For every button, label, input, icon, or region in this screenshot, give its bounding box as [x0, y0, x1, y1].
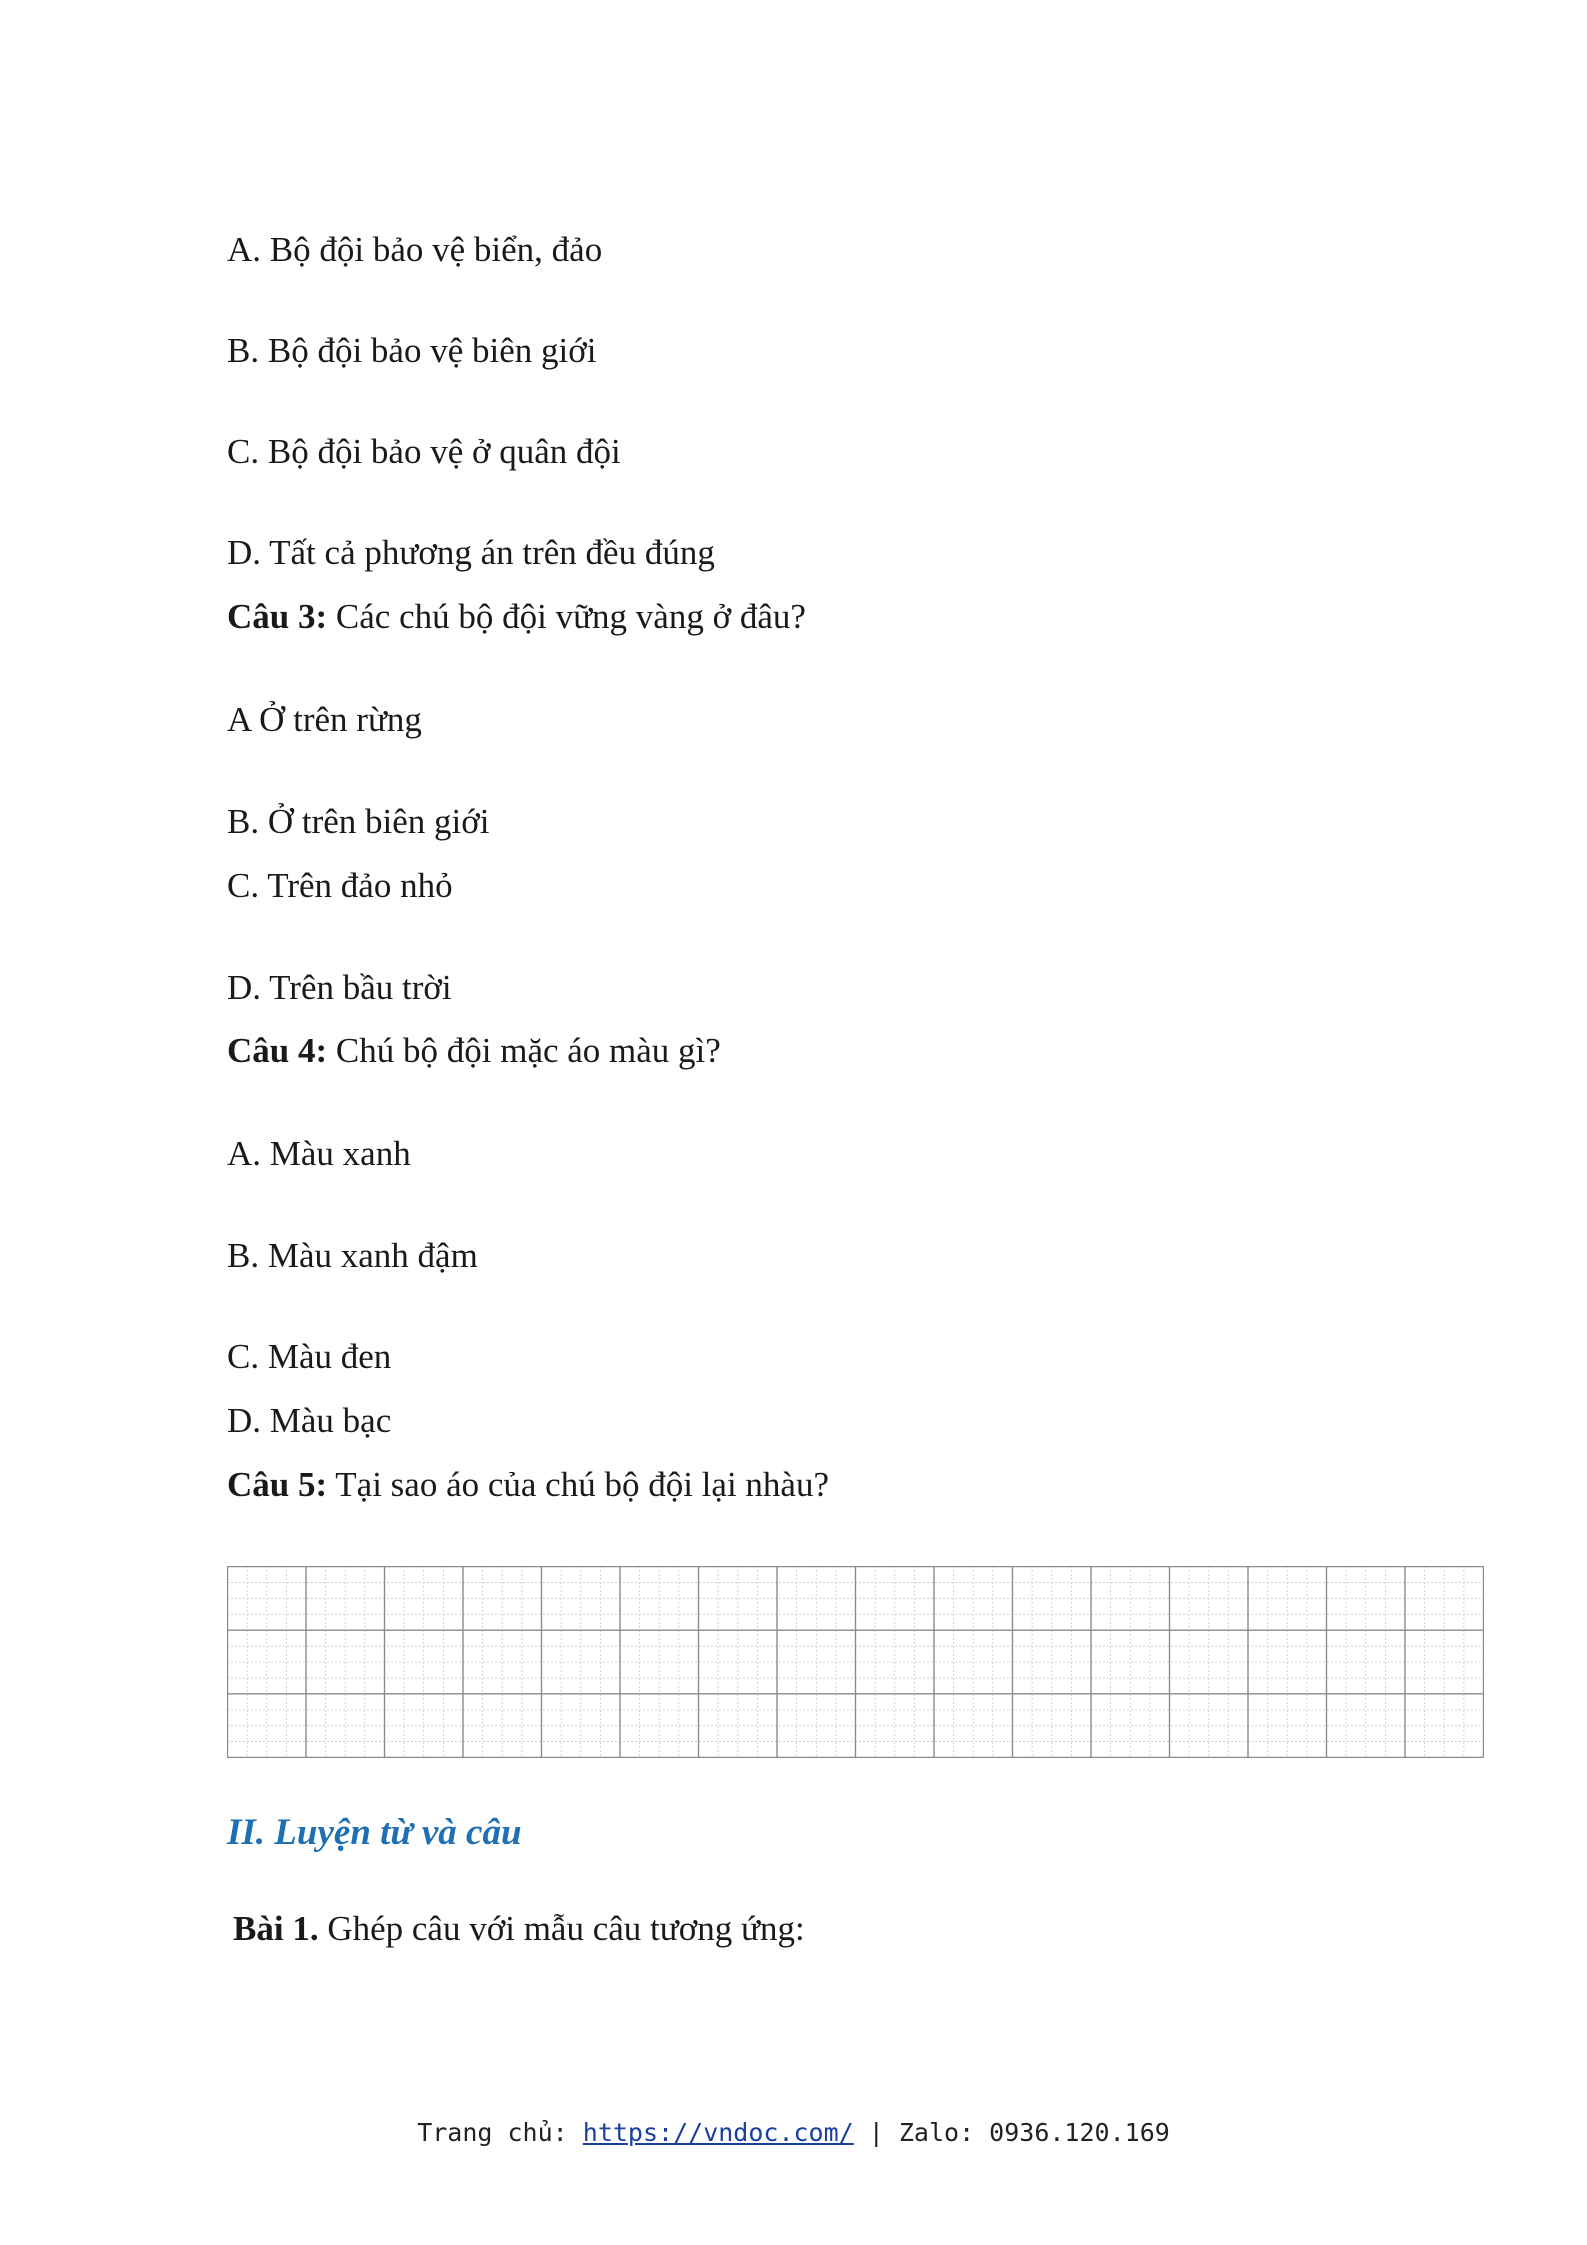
page-footer	[0, 2118, 1587, 2147]
q4-option-b: B. Màu xanh đậm	[227, 1236, 478, 1275]
q3-option-b: B. Ở trên biên giới	[227, 802, 490, 841]
question-3-label: Câu 3:	[227, 597, 328, 636]
q2-option-c: C. Bộ đội bảo vệ ở quân đội	[227, 432, 621, 471]
exercise-1-label: Bài 1.	[233, 1909, 319, 1948]
q4-option-a: A. Màu xanh	[227, 1134, 411, 1173]
q2-option-d: D. Tất cả phương án trên đều đúng	[227, 533, 715, 572]
q2-option-b: B. Bộ đội bảo vệ biên giới	[227, 331, 597, 370]
question-5-text: Tại sao áo của chú bộ đội lại nhàu?	[327, 1465, 829, 1504]
question-3	[227, 597, 806, 637]
question-5-label: Câu 5:	[227, 1465, 328, 1504]
question-4-text: Chú bộ đội mặc áo màu gì?	[327, 1031, 721, 1070]
writing-grid[interactable]	[227, 1566, 1484, 1758]
writing-grid-lines	[227, 1566, 1484, 1758]
q4-option-d: D. Màu bạc	[227, 1401, 392, 1440]
question-5	[227, 1465, 829, 1505]
q3-option-d: D. Trên bầu trời	[227, 968, 452, 1007]
footer-link[interactable]: https://vndoc.com/	[582, 2118, 854, 2147]
q4-option-c: C. Màu đen	[227, 1337, 392, 1376]
footer-suffix: | Zalo: 0936.120.169	[853, 2118, 1170, 2147]
q2-option-a: A. Bộ đội bảo vệ biển, đảo	[227, 230, 603, 269]
q3-option-a: A Ở trên rừng	[227, 700, 422, 739]
section-title: II. Luyện từ và câu	[227, 1812, 522, 1853]
question-4-label: Câu 4:	[227, 1031, 328, 1070]
question-4	[227, 1031, 721, 1071]
q3-option-c: C. Trên đảo nhỏ	[227, 866, 453, 905]
exercise-1-text: Ghép câu với mẫu câu tương ứng:	[318, 1909, 805, 1948]
exercise-1	[233, 1909, 805, 1949]
question-3-text: Các chú bộ đội vững vàng ở đâu?	[327, 597, 806, 636]
footer-prefix: Trang chủ:	[417, 2118, 583, 2147]
